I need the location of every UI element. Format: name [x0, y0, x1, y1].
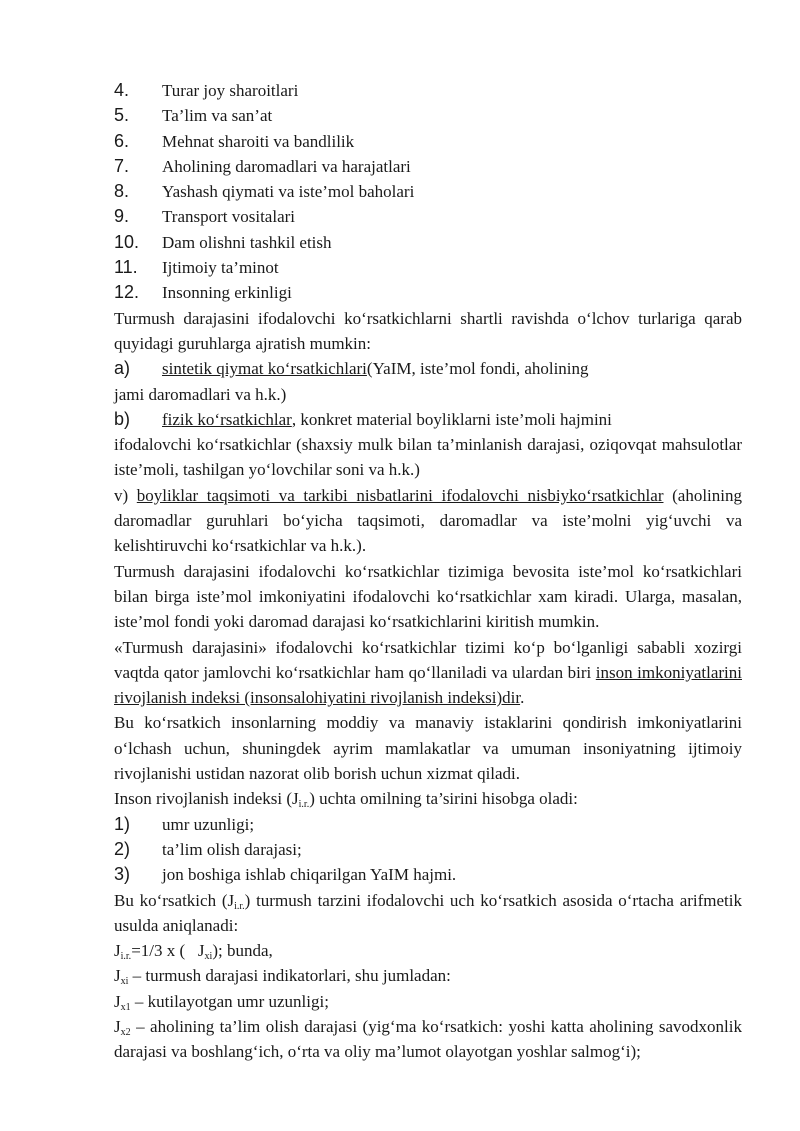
list-text: Aholining daromadlari va harajatlari [162, 156, 411, 176]
list-item [114, 280, 742, 305]
paragraph-text: ) turmush tarzini ifodalovchi uch koʻrsatkich asosida oʻrtacha arifmetik usulda aniqlanadi: [114, 890, 743, 935]
definition-symbol: J [114, 991, 121, 1011]
subscript: xi [120, 976, 129, 988]
definition-symbol: J [114, 966, 121, 986]
list-item [114, 837, 742, 862]
list-item [114, 129, 742, 154]
list-text: umr uzunligi; [162, 814, 255, 834]
formula [114, 938, 742, 963]
paragraph-measure: Bu koʻrsatkich insonlarning moddiy va manaviy istaklarini qondirish imkoniyatlarini oʻlchash uchun, shuningdek ayrim mamlakatlar va umuman insoniyatning ijtimoiy rivojlanishi ustidan nazorat olib borish uchun xizmat qiladi. [114, 713, 742, 784]
subscript: x1 [120, 1001, 131, 1013]
list-text: Turar joy sharoitlari [162, 81, 299, 100]
list-marker: b) [114, 408, 131, 429]
paragraph-groups: Turmush darajasini ifodalovchi koʻrsatkichlarni shartli ravishda oʻlchov turlariga qarab quyidagi guruhlarga ajratish mumkin: [114, 308, 742, 353]
list-number: 10. [114, 231, 140, 252]
list-number: 7. [114, 155, 130, 176]
list-text: jon boshiga ishlab chiqarilgan YaIM hajmi. [162, 865, 457, 885]
paragraph-hdi [114, 635, 742, 711]
list-item [114, 103, 742, 128]
list-item [114, 78, 742, 103]
formula-text: ); bunda, [212, 941, 273, 961]
paragraph-calc [114, 888, 742, 939]
definition-text: – aholining ta’lim olish darajasi (yigʻma koʻrsatkich: yoshi katta aholining savodxonlik darajasi va boshlangʻich, oʻrta va oliy ma’lumot olayotgan yoshlar salmogʻi); [114, 1016, 742, 1062]
underlined-term: fizik koʻrsatkichlar [162, 409, 292, 429]
group-item-b-line [114, 407, 742, 432]
paragraph-system: Turmush darajasini ifodalovchi koʻrsatkichlar tizimiga bevosita iste’mol koʻrsatkichlari bilan birga iste’mol imkoniyatini ifodalovchi koʻrsatkichlar xam kiradi. Ularga, masalan, iste’mol fondi yoki daromad darajasi koʻrsatkichlarini kiritish mumkin. [114, 561, 742, 632]
list-text: ta’lim olish darajasi; [162, 839, 302, 859]
formula-symbol: J [114, 941, 121, 961]
list-text: Yashash qiymati va iste’mol baholari [162, 182, 415, 202]
list-item [114, 230, 742, 255]
group-item-a [114, 356, 742, 407]
definition-symbol: J [114, 1016, 121, 1036]
item-text: (aholining daromadlar guruhlari boʻyicha taqsimoti, daromadlar va iste’molni yigʻuvchi va kelishtiruvchi koʻrsatkichlar va h.k.). [114, 485, 742, 556]
list-text: Mehnat sharoiti va bandlilik [162, 131, 355, 151]
list-number: 8. [114, 181, 130, 202]
subscript: i.r. [234, 900, 245, 912]
subscript: i.r. [298, 799, 310, 811]
list-number: 3) [114, 864, 131, 885]
list-text: Dam olishni tashkil etish [162, 232, 332, 252]
list-number: 2) [114, 838, 131, 859]
item-text: (YaIM, iste’mol fondi, aholining [366, 359, 589, 379]
list-text: Ijtimoiy ta’minot [162, 258, 279, 278]
item-continuation: ifodalovchi koʻrsatkichlar (shaxsiy mulk bilan ta’minlanish darajasi, oziqovqat mahsulotlar iste’moli, tashilgan yoʻlovchilar soni va h.k.) [114, 435, 742, 480]
paragraph-text: ) uchta omilning ta’sirini hisobga oladi: [309, 789, 578, 809]
item-continuation: jami daromadlari va h.k.) [114, 384, 287, 404]
list-text: Transport vositalari [162, 207, 296, 227]
list-factors [114, 78, 742, 306]
list-number: 9. [114, 206, 130, 227]
list-number: 4. [114, 80, 130, 100]
list-item [114, 154, 742, 179]
subscript: xi [204, 951, 213, 963]
group-item-b [114, 407, 742, 483]
underlined-term: sintetik qiymat koʻrsatkichlari [162, 359, 367, 379]
list-components [114, 812, 742, 888]
definition-x2 [114, 1014, 742, 1065]
list-item [114, 862, 742, 887]
list-number: 1) [114, 813, 131, 834]
subscript: x2 [120, 1026, 131, 1038]
definition-text: – turmush darajasi indikatorlari, shu jumladan: [128, 966, 451, 986]
paragraph-text: «Turmush darajasini» ifodalovchi koʻrsatkichlar tizimi koʻp boʻlganligi sababli xozirgi vaqtda qator jamlovchi koʻrsatkichlar ham qoʻllaniladi va ulardan biri [114, 637, 742, 682]
list-item [114, 204, 742, 229]
list-marker: a) [114, 358, 131, 379]
formula-text: =1/3 x ( J [131, 941, 205, 961]
definition-text: – kutilayotgan umr uzunligi; [130, 991, 329, 1011]
paragraph-text: Bu koʻrsatkich (J [114, 890, 235, 910]
list-number: 12. [114, 282, 140, 303]
item-text: , konkret material boyliklarni iste’moli hajmini [291, 409, 612, 429]
list-number: 5. [114, 105, 130, 126]
list-number: 11. [114, 257, 138, 278]
document-page [114, 78, 742, 1065]
subscript: i.r. [120, 951, 132, 963]
group-item-v [114, 483, 742, 559]
list-item [114, 812, 742, 837]
underlined-term: inson imkoniyatlarini rivojlanish indeksi (insonsalohiyatini rivojlanish indeksi)dir [114, 662, 742, 708]
definition-x1 [114, 989, 742, 1014]
definition-xi [114, 963, 742, 988]
group-item-a-line [114, 356, 742, 381]
list-text: Ta’lim va san’at [162, 106, 273, 126]
list-marker: v) [114, 485, 137, 505]
list-item [114, 179, 742, 204]
list-item [114, 255, 742, 280]
underlined-term: boyliklar taqsimoti va tarkibi nisbatlarini ifodalovchi nisbiykoʻrsatkichlar [136, 485, 664, 505]
paragraph-text: Inson rivojlanish indeksi (J [114, 789, 299, 809]
list-text: Insonning erkinligi [162, 283, 292, 303]
list-number: 6. [114, 130, 130, 151]
paragraph-text: . [520, 688, 525, 708]
paragraph-index [114, 786, 742, 811]
